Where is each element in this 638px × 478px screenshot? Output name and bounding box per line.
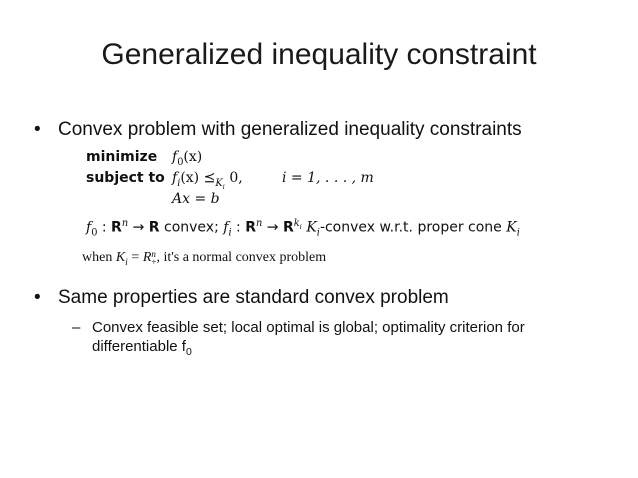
- page-title: Generalized inequality constraint: [101, 38, 537, 71]
- sub-bullet-text: Convex feasible set; local optimal is global; optimality criterion for differentiable f: [92, 319, 525, 355]
- bullet-1: [34, 119, 522, 141]
- constraint: $f_i(x)$ $⪯_{K_i}$ 0,: [172, 170, 243, 191]
- equality-constraint: Ax = b: [172, 191, 220, 207]
- sub-bullet-subscript: 0: [185, 346, 192, 358]
- definition-line: $f_0$ : $R^n \to R$ convex; $f_i$ : $R^n \to R^{k_i}$ $K_i$-convex w.r.t. proper cone $K_i$: [86, 218, 520, 239]
- bullet-dot-icon: •: [34, 287, 41, 308]
- minimize-label: minimize: [86, 149, 158, 165]
- subject-to-label: subject to: [86, 170, 165, 186]
- bullet-2: [34, 287, 449, 309]
- note-line: when $K_i = R$ n + , it's a normal convex problem: [82, 249, 327, 269]
- objective: $f_0(x)$: [172, 149, 203, 168]
- bullet-dot-icon: •: [34, 119, 41, 140]
- index-range: i = 1, . . . , m: [282, 170, 374, 186]
- bullet-2-text: Same properties are standard convex problem: [58, 287, 449, 308]
- bullet-1-text: Convex problem with generalized inequality constraints: [58, 119, 522, 140]
- dash-icon: –: [72, 319, 81, 336]
